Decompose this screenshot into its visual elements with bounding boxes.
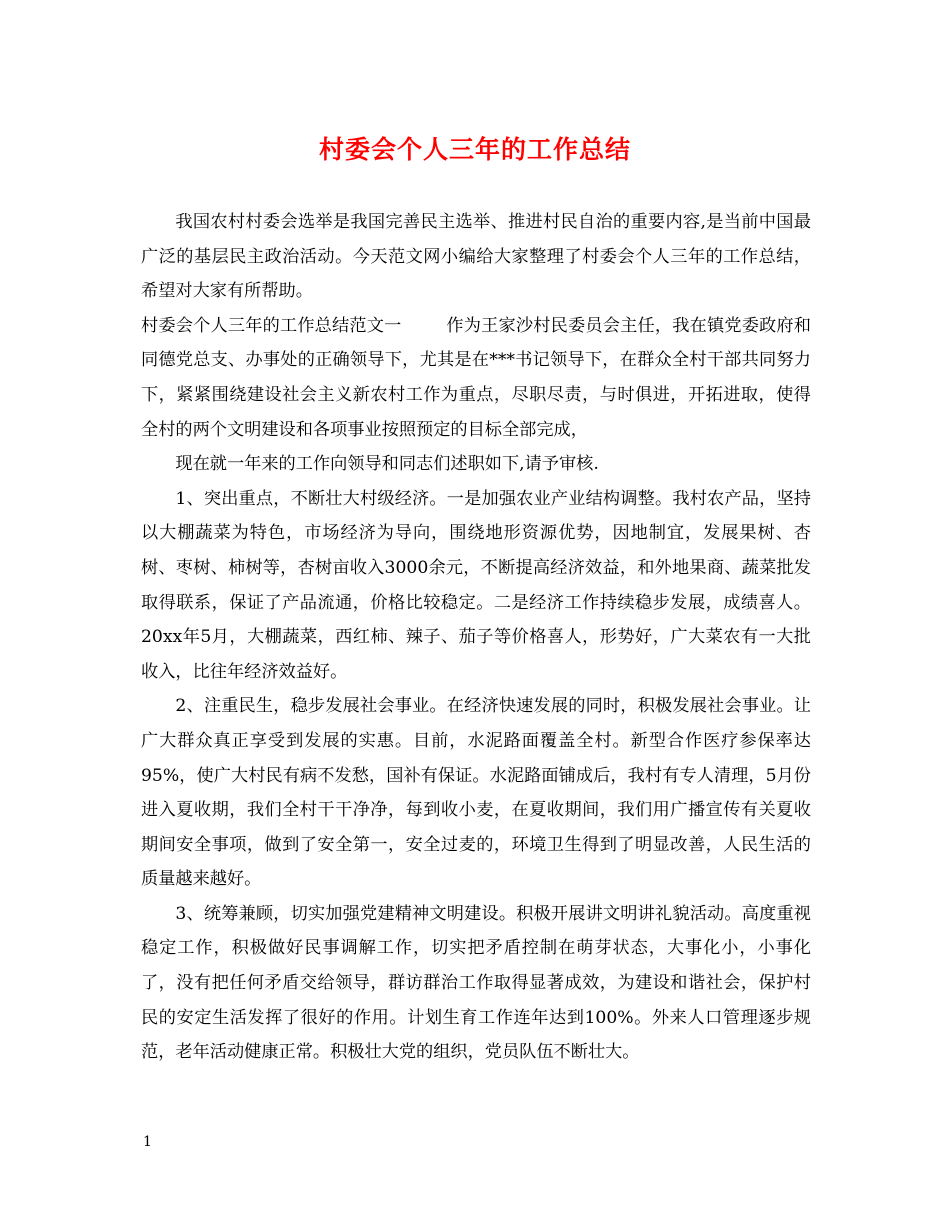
page-number: 1 [143, 1134, 152, 1150]
document-title: 村委会个人三年的工作总结 [318, 135, 631, 164]
section-paragraph-1: 1、突出重点，不断壮大村级经济。一是加强农业产业结构调整。我村农产品，坚持以大棚蔬菜为特色，市场经济为导向，围绕地形资源优势，因地制宜，发展果树、杏树、枣树、柿树等，杏树亩收入3000余元，不断提高经济效益，和外地果商、蔬菜批发取得联系，保证了产品流通，价格比较稳定。二是经济工作持续稳步发展，成绩喜人。20xx年5月，大棚蔬菜，西红柿、辣子、茄子等价格喜人，形势好，广大菜农有一大批收入，比往年经济效益好。 [141, 488, 811, 682]
sample-opening: 作为王家沙村民委员会主任，我在镇党委政府和同德党总支、办事处的正确领导下，尤其是在***书记领导下，在群众全村干部共同努力下，紧紧围绕建设社会主义新农村工作为重点，尽职尽责，与时俱进，开拓进取，使得全村的两个文明建设和各项事业按照预定的目标全部完成， [141, 315, 811, 440]
report-intro-paragraph: 现在就一年来的工作向领导和同志们述职如下,请予审核. [175, 454, 599, 475]
sample-paragraph [141, 309, 811, 447]
section-paragraph-3: 3、统筹兼顾，切实加强党建精神文明建设。积极开展讲文明讲礼貌活动。高度重视稳定工作，积极做好民事调解工作，切实把矛盾控制在萌芽状态，大事化小，小事化了，没有把任何矛盾交给领导，群访群治工作取得显著成效，为建设和谐社会，保护村民的安定生活发挥了很好的作用。计划生育工作连年达到100%。外来人口管理逐步规范，老年活动健康正常。积极壮大党的组织，党员队伍不断壮大。 [141, 903, 811, 1063]
sample-heading: 村委会个人三年的工作总结范文一 [141, 315, 402, 336]
intro-paragraph: 我国农村村委会选举是我国完善民主选举、推进村民自治的重要内容,是当前中国最广泛的基层民主政治活动。今天范文网小编给大家整理了村委会个人三年的工作总结，希望对大家有所帮助。 [141, 212, 811, 302]
document-body [141, 205, 811, 1070]
section-paragraph-2: 2、注重民生，稳步发展社会事业。在经济快速发展的同时，积极发展社会事业。让广大群众真正享受到发展的实惠。目前，水泥路面覆盖全村。新型合作医疗参保率达95%，使广大村民有病不发愁，国补有保证。水泥路面铺成后，我村有专人清理，5月份进入夏收期，我们全村干干净净，每到收小麦，在夏收期间，我们用广播宣传有关夏收期间安全事项，做到了安全第一，安全过麦的，环境卫生得到了明显改善，人民生活的质量越来越好。 [141, 696, 811, 890]
